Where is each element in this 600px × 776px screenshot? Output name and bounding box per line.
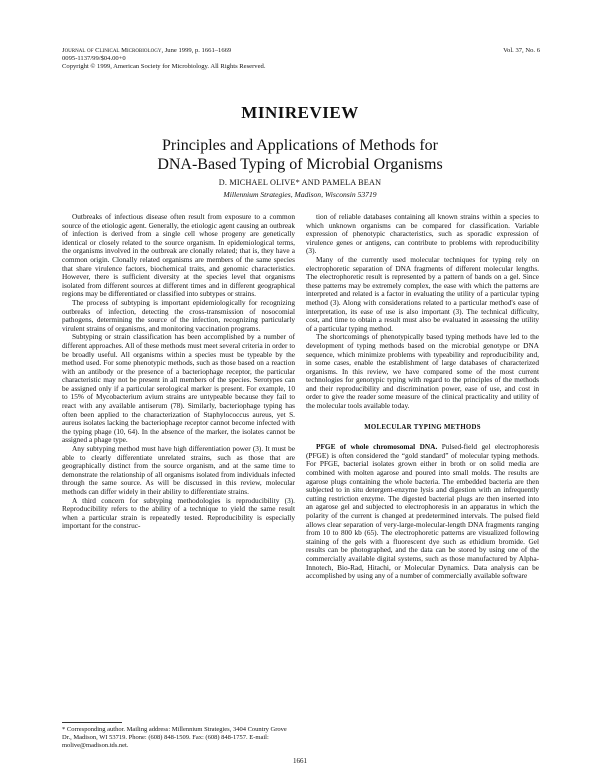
page-number: 1661: [293, 757, 307, 765]
pfge-text: Pulsed-field gel electrophoresis (PFGE) is often considered the “gold standard” of molecular typing methods. For PFGE, bacterial isolates grown either in broth or on solid media are combined with molten agarose and poured into small molds. The results are agarose plugs containing the whole bacteria. The embedded bacteria are then subjected to in situ detergent-enzyme lysis and digestion with an infrequently cutting restriction enzyme. The digested bacterial plugs are then inserted into an agarose gel and subjected to electrophoresis in an apparatus in which the polarity of the current is changed at predetermined intervals. The pulsed field allows clear separation of very-large-molecular-length DNA fragments ranging from 10 to 800 kb (65). The electrophoretic patterns are visualized following staining of the gels with a fluorescent dye such as ethidium bromide. Gel results can be photographed, and the data can be stored by using one of the commercially available digital systems, such as those manufactured by Alpha-Innotech, Bio-Rad, Hitachi, or Molecular Dynamics. Data analysis can be accomplished by using any of a number of commercially available software: [306, 442, 539, 581]
paragraph: tion of reliable databases containing all known strains within a species to which unknown organisms can be compared for classification. Variable expression of phenotypic characteristics, such as sporadic expression of virulence genes or antigens, can contribute to problems with reproducibility (3).: [306, 212, 539, 256]
authors: D. MICHAEL OLIVE* AND PAMELA BEAN: [218, 178, 382, 187]
section-heading: MOLECULAR TYPING METHODS: [364, 423, 481, 431]
paragraph-pfge: [306, 443, 539, 581]
running-header: [62, 47, 540, 72]
paragraph: A third concern for subtyping methodologies is reproducibility (3). Reproducibility refers to the ability of a technique to yield the same result when a particular strain is repeatedly tested. Reproducibility is especially important for the construc-: [62, 495, 295, 531]
paragraph: Many of the currently used molecular techniques for typing rely on electrophoretic separation of DNA fragments of different molecular lengths. The electrophoretic result is represented by a pattern of bands on a gel. Since these patterns may be extremely complex, the ease with which the patterns are interpreted and related is a factor in evaluating the utility of a particular typing method (3). Along with considerations related to a particular method's ease of interpretation, its ease of use is also important (3). The technical difficulty, cost, and time to obtain a result must also be evaluated in assessing the utility of a particular typing method.: [306, 254, 539, 333]
article-title: [0, 136, 600, 174]
left-column: [62, 213, 295, 531]
title-line-2: DNA-Based Typing of Microbial Organisms: [157, 156, 443, 173]
paragraph: Subtyping or strain classification has been accomplished by a number of different approaches. All of these methods must meet several criteria in order to be broadly useful. All organisms within a species must be typeable by the method used. For some phenotypic methods, such as those based on a reaction with an antibody or the presence of a bacteriophage receptor, the particular characteristic may not be present in all members of the species. Serotypes can be assigned only if a particular serological marker is present. For example, 10 to 15% of Mycobacterium avium strains are untypeable because they fail to react with any available antiserum (78). Similarly, bacteriophage typing has often been applied to the characterization of Staphylococcus aureus, yet S. aureus isolates lacking the bacteriophage receptor cannot become infected with the typing phage (10, 64). In the absence of the marker, the isolates cannot be assigned a phage type.: [62, 332, 295, 445]
right-column: [306, 213, 539, 581]
issn: 0095-1137/99/$04.00+0: [62, 55, 126, 63]
paragraph: The shortcomings of phenotypically based typing methods have led to the development of typing methods based on the microbial genotype or DNA sequence, which minimize problems with typeability and reproducibility and, in some cases, enable the establishment of large databases of characterized organisms. In this review, we have compared some of the most current technologies for genotypic typing with regard to the principles of the methods and their reproducibility and discrimination power, ease of use, and cost in order to give the reader some measure of the clinical practicality and utility of the molecular tools available today.: [306, 332, 539, 411]
section-type: MINIREVIEW: [241, 103, 359, 122]
paragraph: The process of subtyping is important epidemiologically for recognizing outbreaks of infection, detecting the cross-transmission of nosocomial pathogens, determining the source of the infection, recognizing particularly virulent strains of organisms, and monitoring vaccination programs.: [62, 297, 295, 333]
title-line-1: Principles and Applications of Methods for: [162, 137, 438, 154]
copyright: Copyright © 1999, American Society for Microbiology. All Rights Reserved.: [62, 63, 266, 71]
affiliation: Millennium Strategies, Madison, Wisconsin 53719: [223, 190, 377, 199]
journal-name: Journal of Clinical Microbiology: [62, 47, 162, 54]
volume-info: Vol. 37, No. 6: [503, 47, 540, 54]
footnote-rule: [62, 722, 122, 723]
footnote: * Corresponding author. Mailing address: Millennium Strategies, 3404 Country Grove Dr., Madison, WI 53719. Phone: (608) 848-1509. Fax: (608) 848-1757. E-mail: molive@madison.tds.net.: [62, 726, 287, 749]
paragraph: Outbreaks of infectious disease often result from exposure to a common source of the etiologic agent. Generally, the etiologic agent causing an outbreak of infection is derived from a single cell whose progeny are genetically identical or closely related to the source organism. In epidemiological terms, the organisms involved in the outbreak are clonally related; that is, they have a common origin. Clonally related organisms are members of the same species that share virulence factors, biochemical traits, and genomic characteristics. However, there is sufficient diversity at the species level that organisms isolated from different sources at different times and in different geographical regions may be differentiated or classified into subtypes or strains.: [62, 212, 295, 299]
pfge-lead: PFGE of whole chromosomal DNA.: [316, 442, 438, 452]
paragraph: Any subtyping method must have high differentiation power (3). It must be able to clearly differentiate unrelated strains, such as those that are geographically distinct from the source organism, and at the same time to demonstrate the relationship of all organisms isolated from individuals infected through the same source. As will be discussed in this review, molecular methods can differ widely in their ability to differentiate strains.: [62, 444, 295, 496]
issue-info: , June 1999, p. 1661–1669: [161, 47, 232, 54]
